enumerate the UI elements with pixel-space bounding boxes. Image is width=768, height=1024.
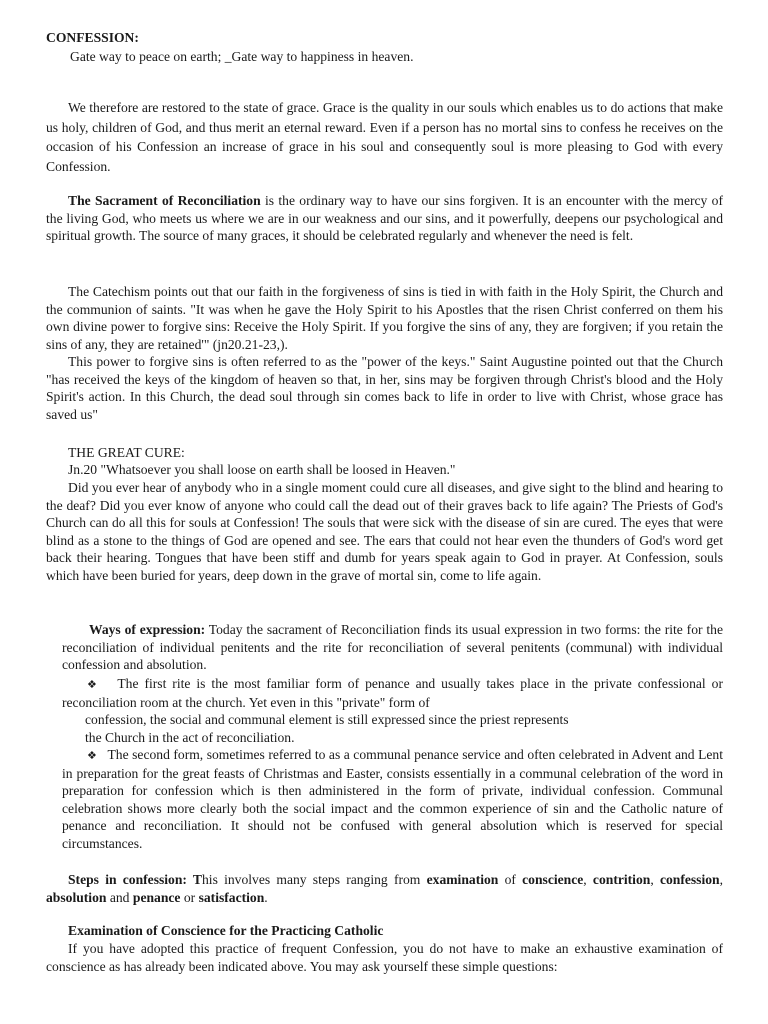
document-title: CONFESSION:	[46, 30, 139, 45]
steps-text: .	[264, 889, 268, 905]
steps-lead: Steps in confession: T	[68, 872, 202, 887]
bullet-first-text: The first rite is the most familiar form of penance and usually takes place in the private confessional or reconciliation room at the church. Yet even in this "private" form of	[62, 676, 723, 710]
steps-term: absolution	[46, 889, 107, 905]
bullet-item-second	[62, 746, 723, 852]
steps-text: or	[180, 889, 199, 905]
steps-text: ,	[650, 872, 660, 887]
steps-term: satisfaction	[198, 889, 265, 905]
steps-text: ,	[719, 872, 724, 887]
cure-heading: THE GREAT CURE:	[68, 445, 185, 460]
bullet-first-line-3: the Church in the act of reconciliation.	[85, 730, 295, 745]
bullet-second-text: The second form, sometimes referred to as a communal penance service and often celebrated in Advent and Lent in preparation for the great feasts of Christmas and Easter, consists essentially in a communal celebration of the word in preparation for confession which is then administered in the form of private, individual confession. Communal celebration shows more clearly both the social impact and the common experience of sin and the Catholic nature of penance and reconciliation. It should not be confused with general absolution which is reserved for special circumstances.	[62, 747, 723, 851]
heading-block	[46, 29, 726, 47]
subtitle: Gate way to peace on earth; _Gate way to happiness in heaven.	[70, 49, 414, 64]
paragraph-reconciliation	[46, 192, 723, 245]
steps-text: of	[498, 872, 523, 887]
steps-text: his involves many steps ranging from	[202, 872, 427, 887]
reconciliation-lead: The Sacrament of Reconciliation	[68, 193, 261, 208]
steps-term: examination	[426, 872, 499, 887]
ways-text: Today the sacrament of Reconciliation finds its usual expression in two forms: the rite for the reconciliation of individual penitents and the rite for reconciliation of several penitents (communal) with individual confession and absolution.	[62, 622, 723, 672]
bullet-item-first	[62, 675, 723, 711]
steps-term: penance	[132, 889, 181, 905]
diamond-bullet-icon: ❖	[87, 749, 97, 762]
paragraph-steps	[46, 871, 723, 906]
paragraph-great-cure: Did you ever hear of anybody who in a single moment could cure all diseases, and give sight to the blind and hearing to the deaf? Did you ever know of anyone who could call the dead out of their graves back to life again? The Priests of God's Church can do all this for souls at Confession! The souls that were sick with the disease of sin are cured. The eyes that were blind as a stone to the things of God are opened and see. The ears that could not hear even the thunders of God's word get back their hearing. Tongues that have been stiff and dumb for years speak again to God in prayer. At Confession, souls which have been buried for years, deep down in the grave of mortal sin, come to life again.	[46, 480, 723, 583]
paragraph-catechism: The Catechism points out that our faith in the forgiveness of sins is tied in with faith in the Holy Spirit, the Church and the communion of saints. "It was when he gave the Holy Spirit to his Apostles that the risen Christ conferred on them his own divine power to forgive sins: Receive the Holy Spirit. If you forgive the sins of any, they are forgiven; if you retain the sins of any, they are retained'" (jn20.21-23,).	[46, 284, 723, 352]
diamond-bullet-icon: ❖	[87, 678, 100, 691]
paragraph-examination: If you have adopted this practice of frequent Confession, you do not have to make an exhaustive examination of conscience as has already been indicated above. You may ask yourself these simple questions:	[46, 941, 723, 974]
cure-quote: Jn.20 "Whatsoever you shall loose on earth shall be loosed in Heaven."	[68, 462, 456, 477]
exam-heading: Examination of Conscience for the Practicing Catholic	[68, 923, 384, 938]
steps-text: and	[106, 889, 133, 905]
reconciliation-text: is the ordinary way to have our sins forgiven. It is an encounter with the mercy of the living God, who meets us where we are in our weakness and our sins, and it powerfully, deepens our psychological and spiritual growth. The source of many graces, it should be celebrated regularly and whenever the need is felt.	[46, 193, 723, 243]
paragraph-keys: This power to forgive sins is often referred to as the "power of the keys." Saint Augustine pointed out that the Church "has received the keys of the kingdom of heaven so that, in her, sins may be forgiven through Christ's blood and the Holy Spirit's action. In this Church, the dead soul through sin comes back to life in order to live with Christ, whose grace has saved us"	[46, 354, 723, 422]
paragraph-grace: We therefore are restored to the state of grace. Grace is the quality in our souls which enables us to do actions that make us holy, children of God, and thus merit an eternal reward. Even if a person has no mortal sins to confess he receives on the occasion of his Confession an increase of grace in his soul and consequently soul is more pleasing to God with every Confession.	[46, 100, 723, 174]
ways-lead: Ways of expression:	[89, 622, 206, 637]
steps-term: contrition	[592, 872, 651, 887]
steps-term: conscience	[522, 872, 584, 887]
steps-text: ,	[583, 872, 593, 887]
steps-term: confession	[659, 872, 720, 887]
paragraph-ways	[62, 621, 723, 674]
bullet-first-line-2: confession, the social and communal element is still expressed since the priest represents	[85, 712, 569, 727]
exam-heading-block	[68, 922, 728, 940]
